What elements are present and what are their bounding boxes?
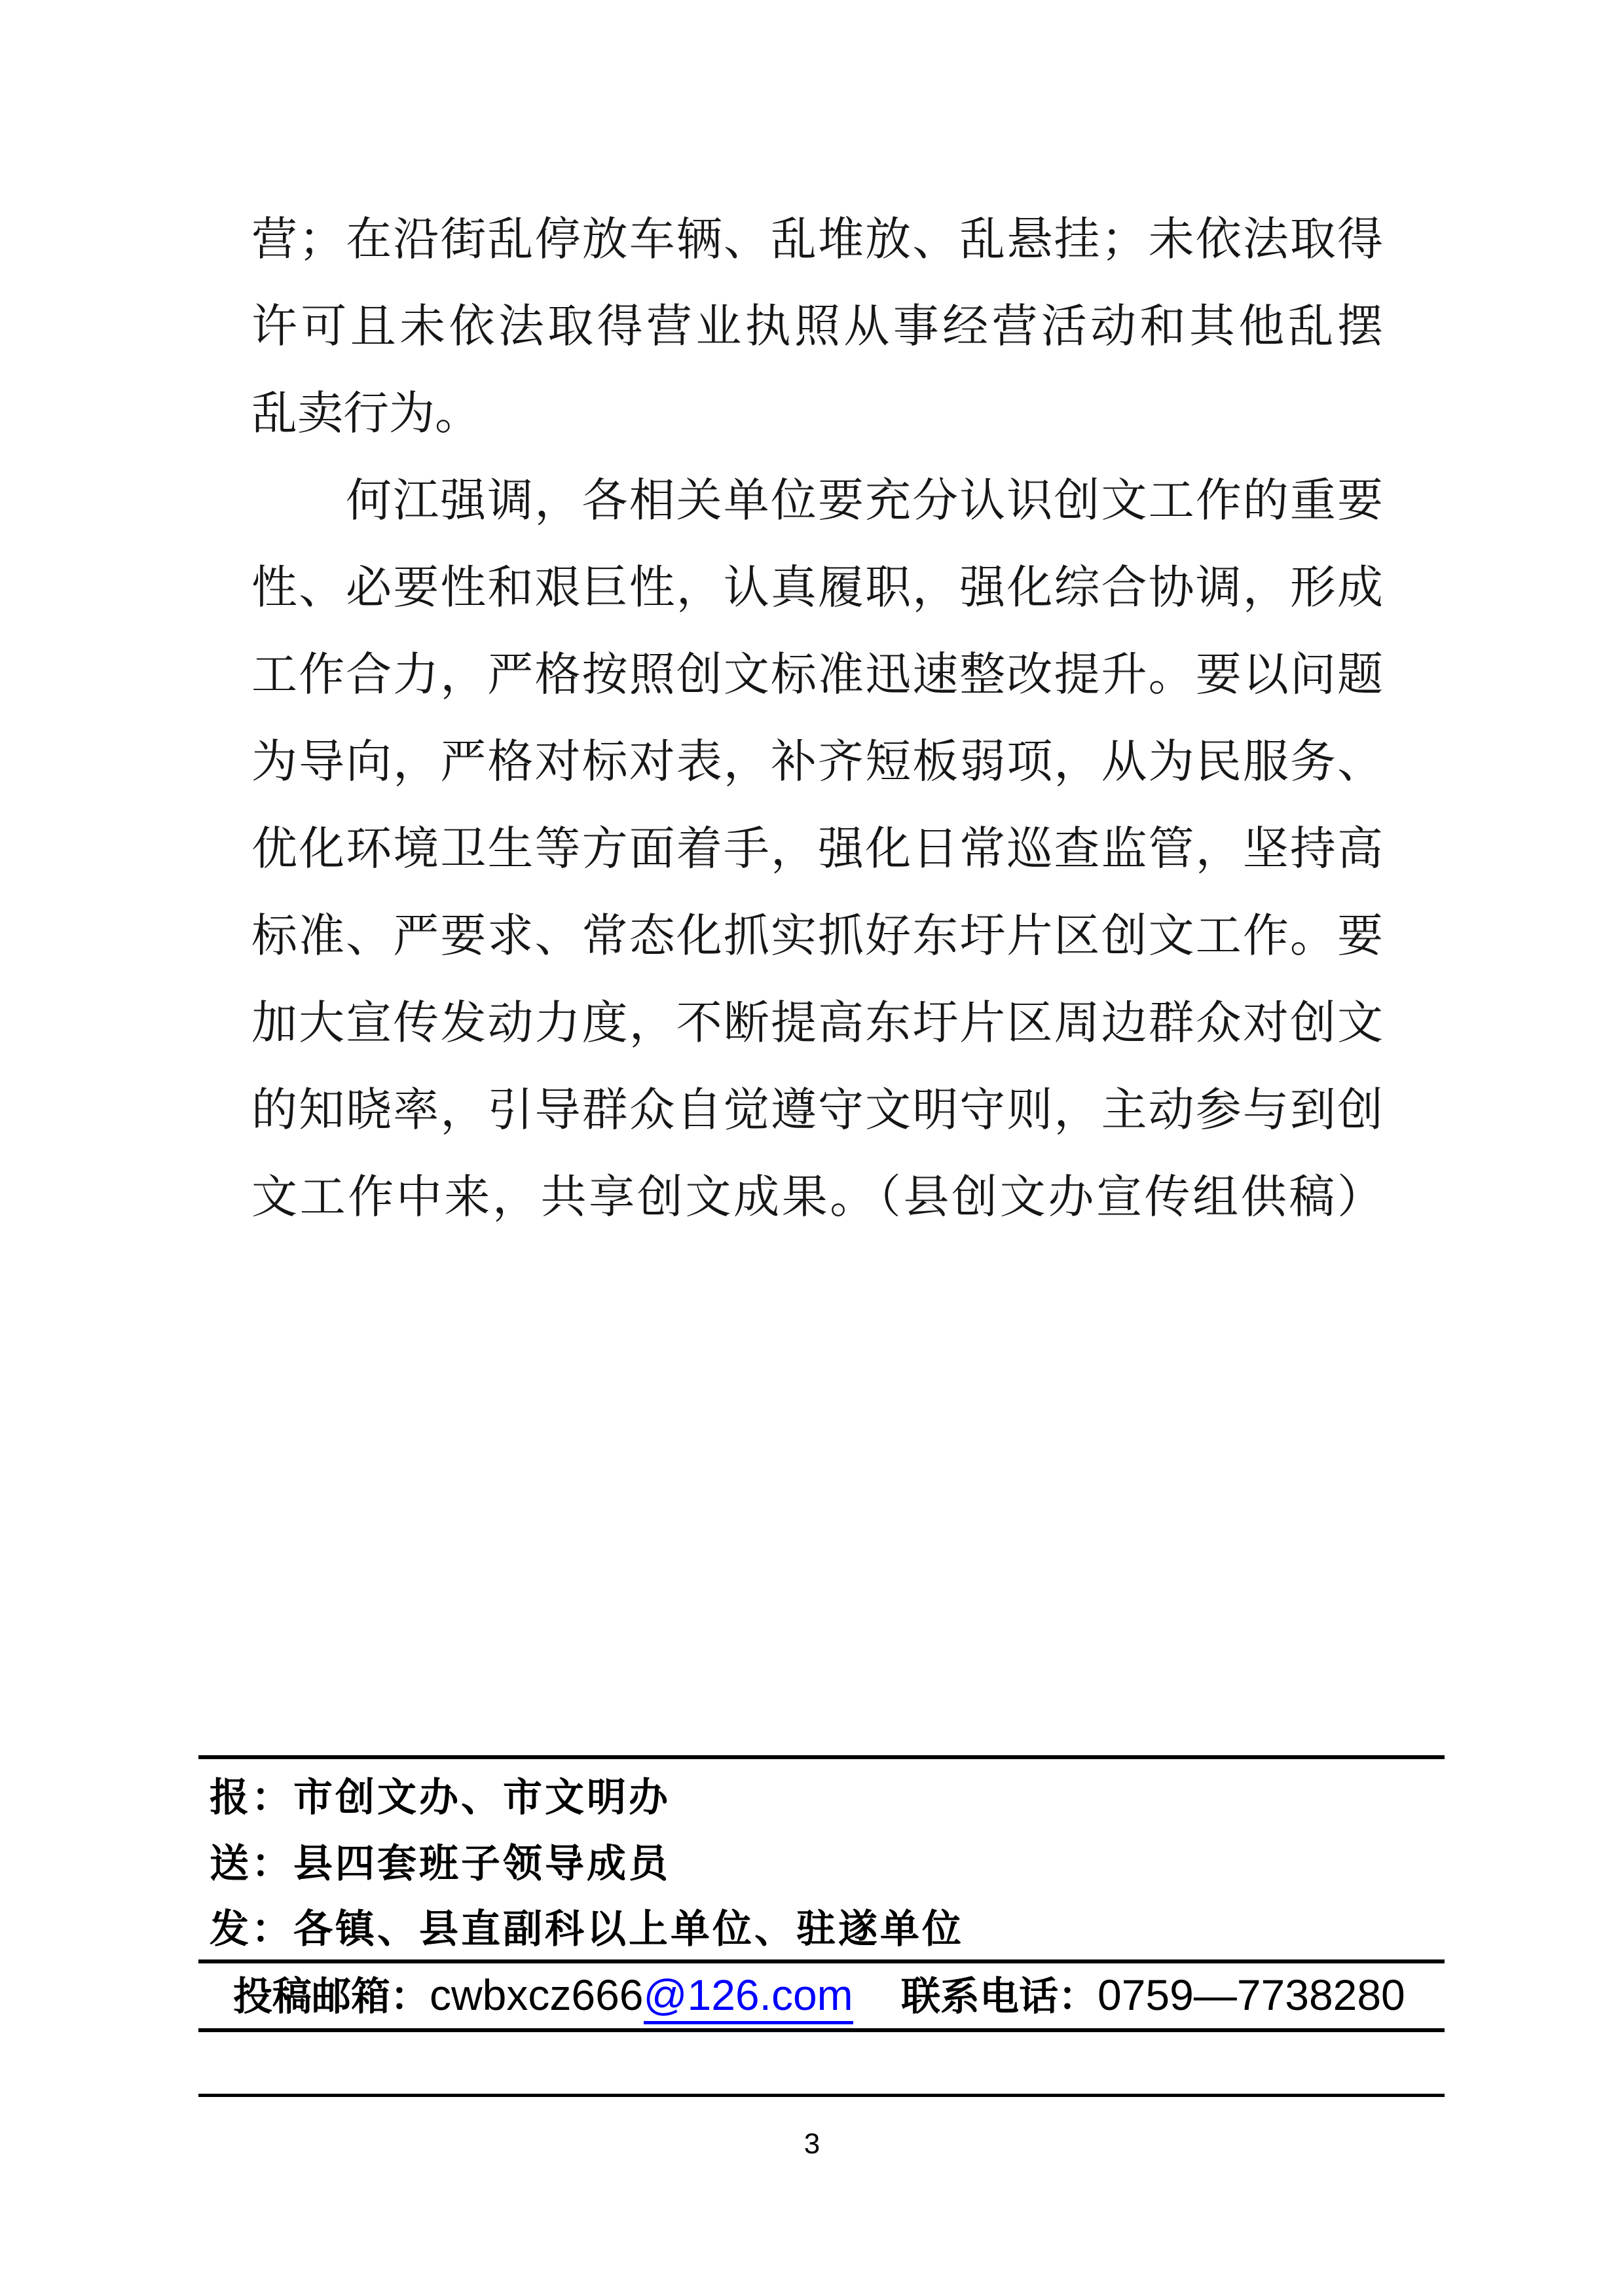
body-line: 文工作中来，共享创文成果。（县创文办宣传组供稿）	[251, 1173, 1383, 1223]
phone-label: 联系电话：	[901, 1975, 1098, 2018]
contact-bottom-rule	[198, 2028, 1445, 2032]
footer-middle-rule	[198, 1959, 1445, 1963]
body-line: 何江强调，各相关单位要充分认识创文工作的重要	[346, 476, 1383, 526]
email-link[interactable]: @126.com	[644, 1971, 853, 2024]
phone-segment	[901, 1965, 1405, 2022]
body-line: 的知晓率，引导群众自觉遵守文明守则，主动参与到创	[251, 1085, 1383, 1136]
body-line: 为导向，严格对标对表，补齐短板弱项，从为民服务、	[251, 737, 1383, 788]
footer-report-line: 报：市创文办、市文明办	[210, 1776, 671, 1819]
footer-contact-row	[0, 1971, 1624, 2027]
body-line: 加大宣传发动力度，不断提高东圩片区周边群众对创文	[251, 998, 1383, 1049]
footer-top-rule	[198, 1755, 1445, 1759]
body-line: 乱卖行为。	[251, 389, 481, 439]
body-line: 营；在沿街乱停放车辆、乱堆放、乱悬挂；未依法取得	[251, 215, 1383, 265]
body-line: 性、必要性和艰巨性，认真履职，强化综合协调，形成	[251, 563, 1383, 613]
email-user: cwbxcz666	[430, 1971, 644, 2019]
phone-number: 0759—7738280	[1098, 1971, 1405, 2019]
page-number: 3	[803, 2128, 821, 2160]
page-bottom-rule	[198, 2094, 1445, 2097]
body-line: 标准、严要求、常态化抓实抓好东圩片区创文工作。要	[251, 911, 1383, 962]
body-line: 许可且未依法取得营业执照从事经营活动和其他乱摆	[251, 302, 1383, 352]
body-line: 优化环境卫生等方面着手，强化日常巡查监管，坚持高	[251, 824, 1383, 875]
body-line: 工作合力，严格按照创文标准迅速整改提升。要以问题	[251, 650, 1383, 701]
footer-issue-line: 发：各镇、县直副科以上单位、驻遂单位	[210, 1908, 964, 1951]
email-segment	[233, 1965, 853, 2022]
email-label: 投稿邮箱：	[233, 1975, 430, 2018]
footer-send-line: 送：县四套班子领导成员	[210, 1842, 671, 1886]
